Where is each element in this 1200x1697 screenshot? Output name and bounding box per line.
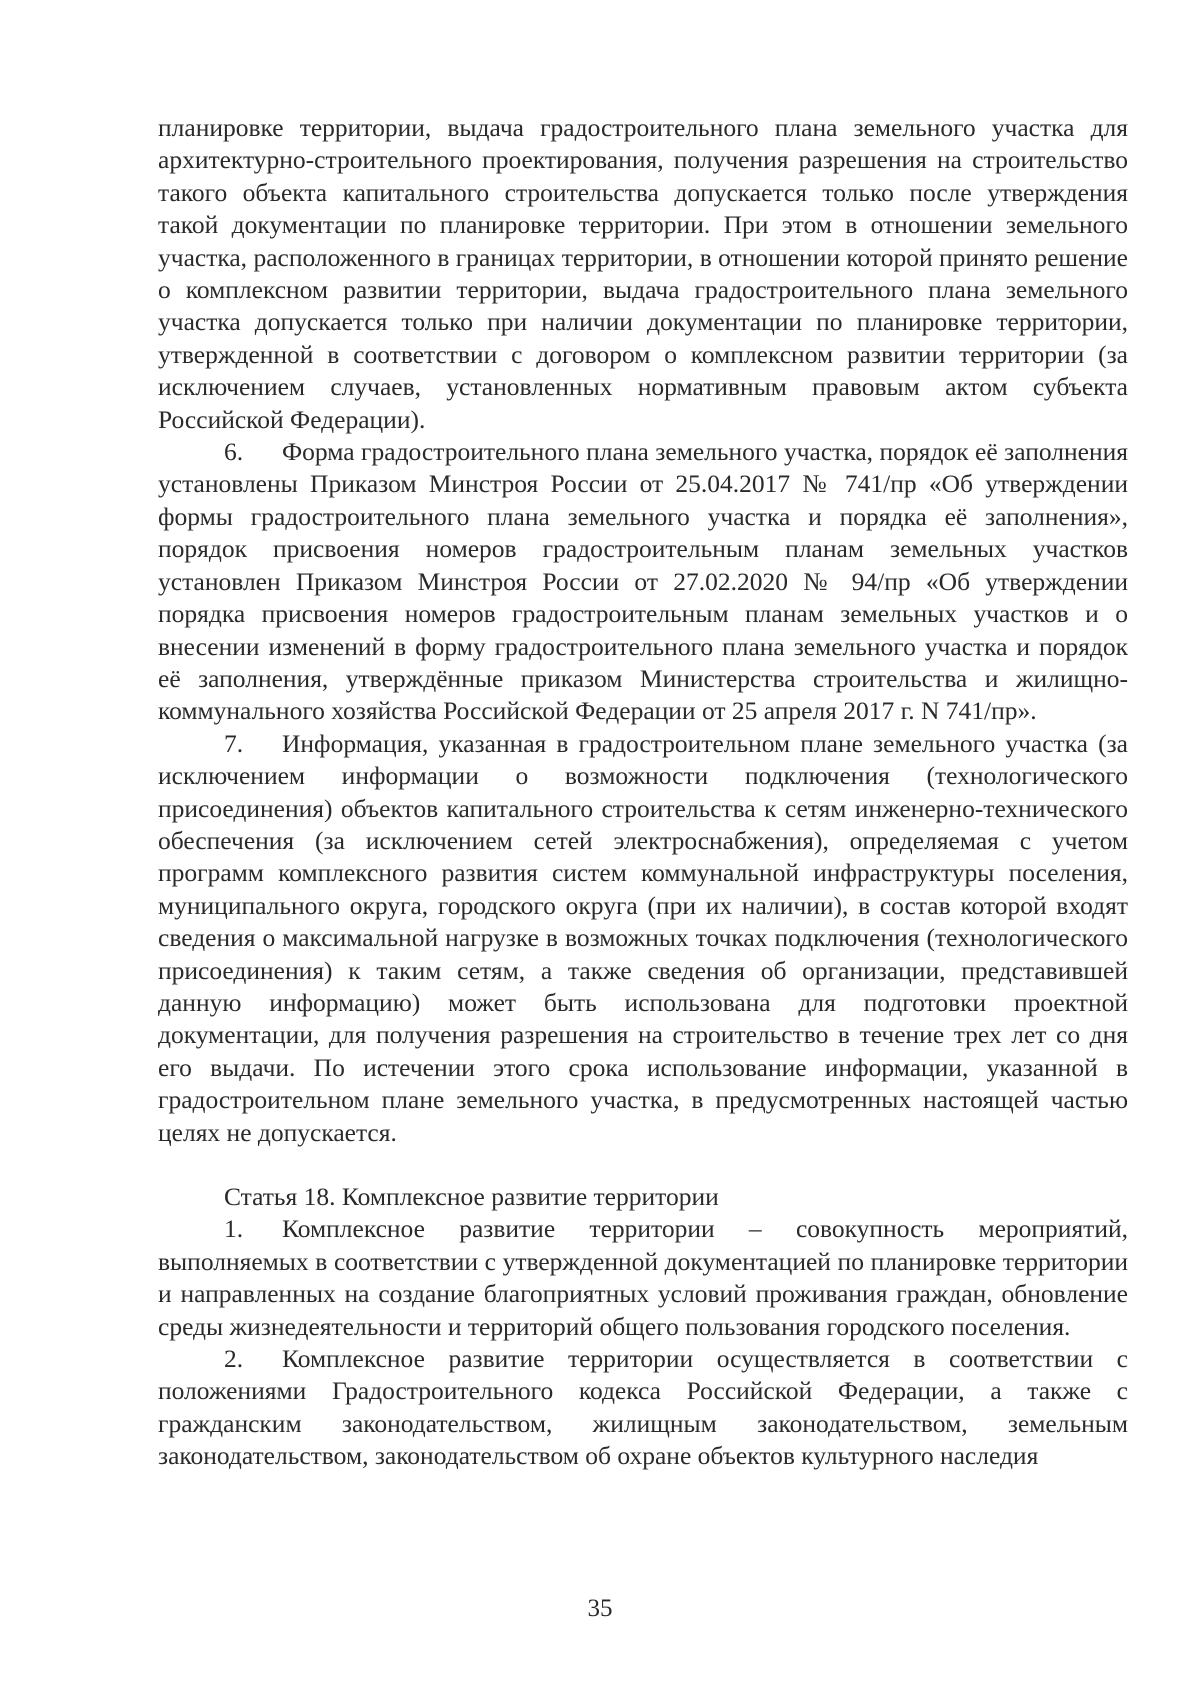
- article-item-1: [158, 1213, 1128, 1343]
- article-heading: Статья 18. Комплексное развитие территории: [224, 1182, 719, 1211]
- item-text: Форма градостроительного плана земельного участка, порядок её заполнения установлены Приказом Минстроя России от 25.04.2017 № 741/пр «Об утверждении формы градостроительного плана земельного участка и порядка её заполнения», порядок присвоения номеров градостроительным планам земельных участков установлен Приказом Минстроя России от 27.02.2020 № 94/пр «Об утверждении порядка присвоения номеров градостроительным планам земельных участков и о внесении изменений в форму градостроительного плана земельного участка и порядок её заполнения, утверждённые приказом Министерства строительства и жилищно-коммунального хозяйства Российской Федерации от 25 апреля 2017 г. N 741/пр».: [158, 437, 1128, 726]
- document-page: [158, 112, 1128, 1473]
- list-item-7: [158, 728, 1128, 1149]
- item-number: 1.: [224, 1214, 244, 1244]
- item-text: Комплексное развитие территории – совокупность мероприятий, выполняемых в соответствии с утвержденной документацией по планировке территории и направленных на создание благоприятных условий проживания граждан, обновление среды жизнедеятельности и территорий общего пользования городского поселения.: [158, 1214, 1128, 1341]
- item-number: 7.: [224, 728, 244, 758]
- page-number: 35: [587, 1595, 613, 1622]
- list-item-6: [158, 436, 1128, 728]
- item-text: Информация, указанная в градостроительном плане земельного участка (за исключением информации о возможности подключения (технологического присоединения) объектов капитального строительства к сетям инженерно-технического обеспечения (за исключением сетей электроснабжения), определяемая с учетом программ комплексного развития систем коммунальной инфраструктуры поселения, муниципального округа, городского округа (при их наличии), в состав которой входят сведения о максимальной нагрузке в возможных точках подключения (технологического присоединения) к таким сетям, а также сведения об организации, представившей данную информацию) может быть использована для подготовки проектной документации, для получения разрешения на строительство в течение трех лет со дня его выдачи. По истечении этого срока использование информации, указанной в градостроительном плане земельного участка, в предусмотренных настоящей частью целях не допускается.: [158, 728, 1128, 1147]
- item-number: 2.: [224, 1344, 244, 1374]
- intro-paragraph: планировке территории, выдача градостроительного плана земельного участка для архитектурно-строительного проектирования, получения разрешения на строительство такого объекта капитального строительства допускается только после утверждения такой документации по планировке территории. При этом в отношении земельного участка, расположенного в границах территории, в отношении которой принято решение о комплексном развитии территории, выдача градостроительного плана земельного участка допускается только при наличии документации по планировке территории, утвержденной в соответствии с договором о комплексном развитии территории (за исключением случаев, установленных нормативным правовым актом субъекта Российской Федерации).: [158, 113, 1128, 434]
- article-item-2: [158, 1343, 1128, 1473]
- item-number: 6.: [224, 437, 244, 467]
- item-text: Комплексное развитие территории осуществляется в соответствии с положениями Градостроительного кодекса Российской Федерации, а также с гражданским законодательством, жилищным законодательством, земельным законодательством, законодательством об охране объектов культурного наследия: [158, 1344, 1128, 1471]
